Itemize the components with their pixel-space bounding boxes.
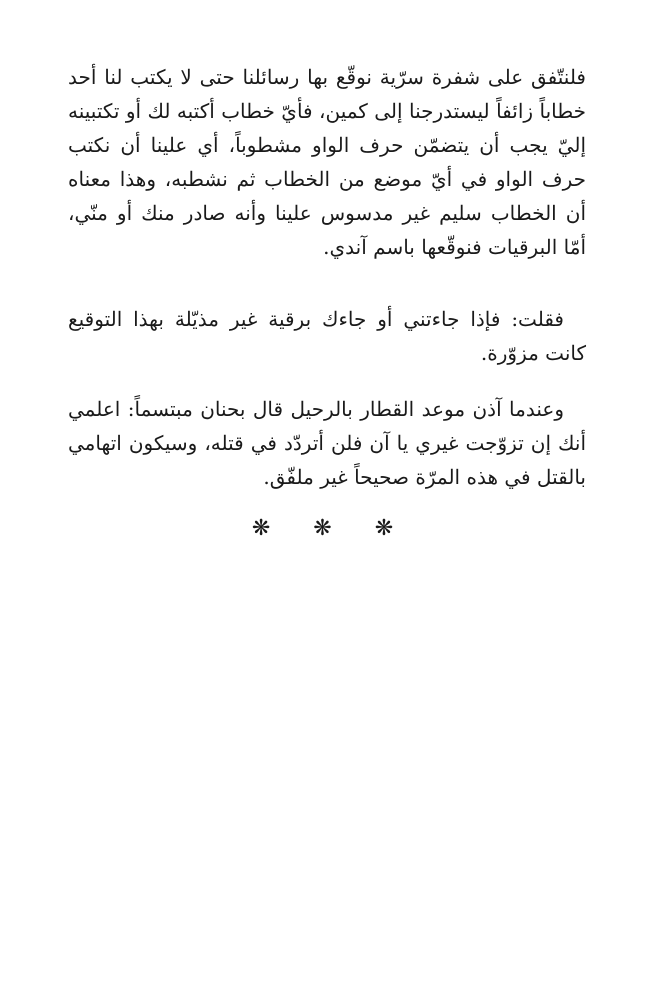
paragraph-forged-telegram [68,302,586,370]
section-break-ornament: ❋ ❋ ❋ [251,516,412,541]
paragraph-text: فلنتّفق على شفرة سرّية نوقّع بها رسائلنا حتى لا يكتب لنا أحد خطاباً زائفاً ليستدرجنا إلى كمين، فأيّ خطاب أكتبه لك أو تكتبينه إليّ يجب أن يتضمّن حرف الواو مشطوباً، أي علينا أن نكتب حرف الواو في أيّ موضع من الخطاب ثم نشطبه، وهذا معناه أن الخطاب سليم غير مدسوس علينا وأنه صادر منك أو منّي، أمّا البرقيات فنوقّعها باسم آندي. [68,65,586,259]
paragraph-text: فقلت: فإذا جاءتني أو جاءك برقية غير مذيّلة بهذا التوقيع كانت مزوّرة. [68,307,586,365]
paragraph-train-farewell [68,392,586,494]
paragraph-text: وعندما آذن موعد القطار بالرحيل قال بحنان مبتسماً: اعلمي أنك إن تزوّجت غيري يا آن فلن أتردّد في قتله، وسيكون اتهامي بالقتل في هذه المرّة صحيحاً غير ملفّق. [68,397,586,489]
paragraph-cipher-agreement [68,60,586,264]
